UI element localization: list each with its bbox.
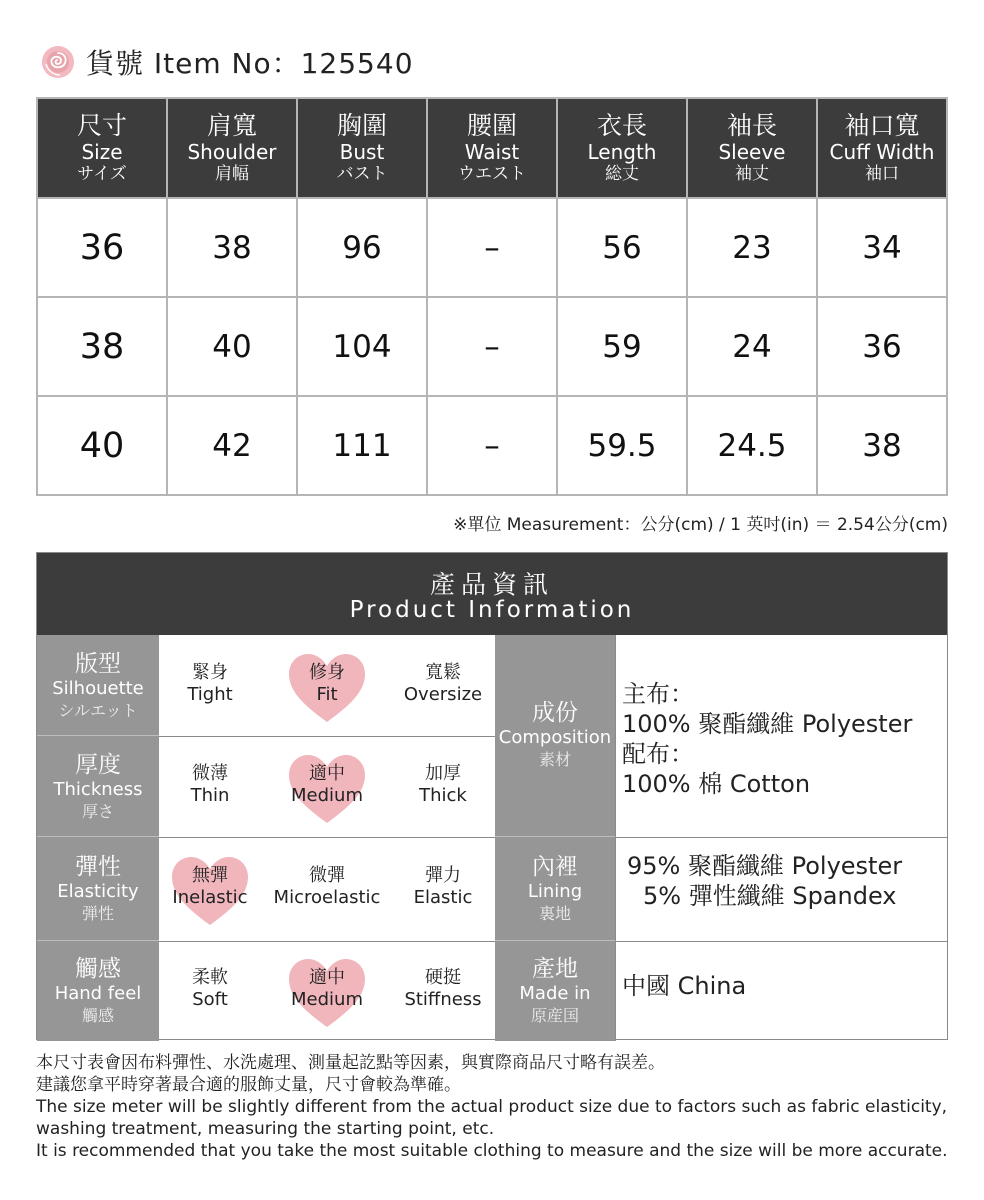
measurement-cell: 23 (687, 198, 817, 297)
label-zh: 觸感 (75, 956, 121, 982)
detail-value (622, 679, 912, 799)
detail-value-line: 中國 China (622, 972, 747, 1000)
label-jp: 裏地 (538, 904, 571, 923)
label-zh: 彈性 (75, 854, 121, 880)
option-en: Tight (187, 683, 233, 705)
attribute-option (150, 865, 270, 909)
option-en: Oversize (403, 683, 483, 705)
column-header-en: Waist (464, 139, 520, 164)
disclaimer-line: 本尺寸表會因布料彈性、水洗處理、測量起訖點等因素，與實際商品尺寸略有誤差。 (36, 1053, 665, 1073)
option-en: Inelastic (172, 887, 248, 908)
detail-value-line: 主布： (622, 680, 694, 708)
option-zh: 寬鬆 (425, 661, 461, 683)
column-header-en: Bust (339, 139, 385, 164)
attribute-option (267, 662, 387, 706)
option-zh: 適中 (309, 762, 345, 784)
attribute-option (267, 967, 387, 1011)
detail-value-line: 100% 聚酯纖維 Polyester (622, 710, 913, 738)
label-zh: 版型 (75, 650, 121, 677)
column-header-zh: 袖長 (726, 110, 777, 140)
measurement-cell: 56 (557, 198, 687, 297)
product-info-header (37, 553, 947, 635)
column-header (297, 98, 427, 198)
option-zh: 緊身 (192, 661, 228, 683)
rose-icon (40, 44, 76, 80)
option-zh: 彈力 (425, 865, 461, 886)
label-zh: 成份 (532, 700, 578, 726)
label-en: Composition (498, 727, 612, 748)
attribute-label (37, 941, 159, 1041)
disclaimer-line: The size meter will be slightly different from the actual product size due to factors such as fabric elasticity, (36, 1097, 948, 1117)
size-table (36, 97, 948, 496)
measurement-cell: 36 (817, 297, 947, 396)
column-header (427, 98, 557, 198)
option-en: Thick (419, 784, 467, 806)
row-divider (615, 837, 947, 838)
option-en: Microelastic (273, 887, 381, 908)
column-header-zh: 腰圍 (466, 110, 517, 140)
column-header-zh: 尺寸 (76, 110, 127, 140)
table-row (37, 297, 947, 396)
measurement-cell: – (427, 198, 557, 297)
option-en: Thin (190, 784, 230, 806)
attribute-option (383, 763, 503, 807)
option-zh: 微彈 (309, 865, 345, 886)
detail-value (622, 971, 746, 1001)
attribute-option (150, 967, 270, 1011)
option-zh: 加厚 (425, 762, 461, 784)
option-en: Medium (291, 989, 363, 1010)
attribute-option (267, 763, 387, 807)
column-header-jp: バスト (336, 163, 388, 184)
label-en: Made in (519, 983, 591, 1004)
option-en: Medium (291, 784, 363, 806)
option-zh: 微薄 (192, 762, 228, 784)
column-header (167, 98, 297, 198)
disclaimer-line: washing treatment, measuring the starting point, etc. (36, 1119, 495, 1139)
column-header-zh: 衣長 (596, 110, 647, 140)
measurement-cell: 104 (297, 297, 427, 396)
column-header (37, 98, 167, 198)
label-zh: 內裡 (532, 854, 578, 880)
measurement-cell: 38 (817, 396, 947, 495)
row-divider (159, 837, 495, 838)
row-divider (615, 941, 947, 942)
disclaimer-line: 建議您拿平時穿著最合適的服飾丈量，尺寸會較為準確。 (36, 1075, 461, 1095)
column-header (557, 98, 687, 198)
product-info-title-en: Product Information (349, 597, 635, 623)
attribute-option (267, 865, 387, 909)
attribute-option (150, 662, 270, 706)
measurement-cell: 40 (167, 297, 297, 396)
option-zh: 柔軟 (192, 967, 228, 988)
column-header-en: Length (587, 139, 657, 164)
column-header-zh: 袖口寬 (844, 110, 920, 140)
size-table-body (37, 198, 947, 495)
size-cell: 36 (37, 198, 167, 297)
option-zh: 無彈 (192, 865, 228, 886)
column-header-zh: 胸圍 (336, 110, 387, 140)
label-en: Silhouette (52, 677, 144, 699)
column-header-jp: 袖口 (865, 163, 899, 184)
column-header-en: Sleeve (718, 139, 786, 164)
attribute-label (37, 635, 159, 736)
attribute-option (150, 763, 270, 807)
measurement-cell: 59 (557, 297, 687, 396)
label-zh: 產地 (532, 956, 578, 982)
detail-value-line: 100% 棉 Cotton (622, 770, 811, 798)
label-jp: 厚さ (81, 801, 114, 821)
unit-note: ※單位 Measurement：公分(cm) / 1 英吋(in) ＝ 2.54公分(cm) (453, 515, 948, 535)
row-divider (159, 941, 495, 942)
product-info-panel (36, 552, 948, 1040)
label-en: Thickness (53, 778, 143, 800)
measurement-cell: – (427, 396, 557, 495)
attribute-option (383, 662, 503, 706)
measurement-cell: 24.5 (687, 396, 817, 495)
option-en: Elastic (413, 887, 473, 908)
detail-value-line: 5% 彈性纖維 Spandex (643, 882, 897, 910)
option-zh: 修身 (309, 661, 345, 683)
product-info-title-zh: 產品資訊 (429, 570, 554, 599)
detail-label (495, 941, 615, 1041)
column-header-zh: 肩寬 (206, 110, 257, 140)
detail-value-line: 配布： (622, 740, 694, 768)
measurement-cell: 34 (817, 198, 947, 297)
detail-label (495, 837, 615, 941)
row-divider (159, 736, 495, 737)
label-en: Elasticity (57, 881, 139, 902)
item-number-title: 貨號 Item No：125540 (86, 47, 414, 80)
measurement-cell: 42 (167, 396, 297, 495)
column-header-en: Shoulder (187, 139, 277, 164)
column-header-jp: ウエスト (458, 163, 526, 184)
label-jp: 素材 (538, 750, 571, 769)
size-table-header (37, 98, 947, 198)
disclaimer (36, 1052, 956, 1162)
column-header-jp: 総丈 (605, 163, 639, 184)
column-header-jp: 袖丈 (735, 163, 769, 184)
label-jp: シルエット (58, 700, 138, 720)
measurement-cell: 59.5 (557, 396, 687, 495)
column-header-en: Cuff Width (829, 139, 935, 164)
attribute-label (37, 736, 159, 837)
measurement-cell: 111 (297, 396, 427, 495)
attribute-label (37, 837, 159, 941)
option-en: Fit (316, 683, 338, 705)
label-zh: 厚度 (75, 751, 121, 778)
size-cell: 38 (37, 297, 167, 396)
column-divider (615, 635, 616, 1041)
attribute-option (383, 967, 503, 1011)
size-cell: 40 (37, 396, 167, 495)
table-row (37, 396, 947, 495)
label-jp: 觸感 (81, 1006, 114, 1025)
table-row (37, 198, 947, 297)
attribute-option (383, 865, 503, 909)
column-header-jp: 肩幅 (215, 163, 249, 184)
option-zh: 適中 (309, 967, 345, 988)
item-header (40, 42, 414, 82)
measurement-cell: 24 (687, 297, 817, 396)
column-header (687, 98, 817, 198)
disclaimer-line: It is recommended that you take the most suitable clothing to measure and the size will be more accurate. (36, 1141, 948, 1161)
option-en: Stiffness (404, 989, 482, 1010)
measurement-cell: 96 (297, 198, 427, 297)
detail-label (495, 635, 615, 837)
measurement-cell: 38 (167, 198, 297, 297)
column-header-en: Size (81, 139, 123, 164)
label-jp: 原産国 (530, 1006, 579, 1025)
option-zh: 硬挺 (425, 967, 461, 988)
option-en: Soft (192, 989, 228, 1010)
label-en: Lining (527, 881, 583, 902)
column-header (817, 98, 947, 198)
label-en: Hand feel (54, 983, 142, 1004)
column-header-jp: サイズ (77, 163, 127, 184)
label-jp: 弾性 (81, 904, 114, 923)
detail-value-line: 95% 聚酯纖維 Polyester (627, 852, 903, 880)
detail-value (627, 851, 902, 911)
measurement-cell: – (427, 297, 557, 396)
